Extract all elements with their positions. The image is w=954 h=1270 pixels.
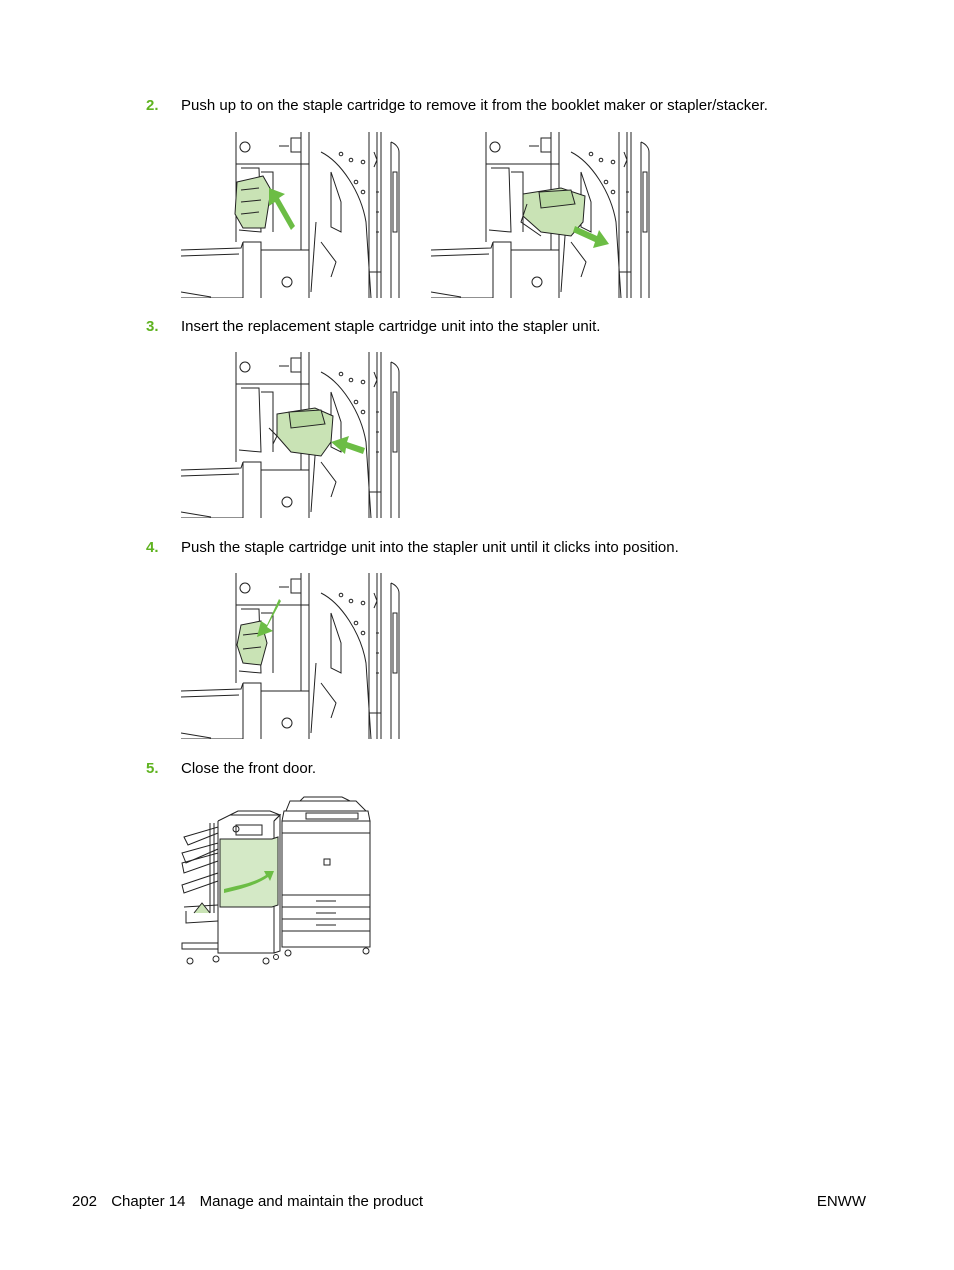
chapter-title: Manage and maintain the product [199,1193,424,1210]
doc-code: ENWW [816,1193,866,1210]
page-number: 202 [72,1193,98,1210]
figure-remove-cartridge [181,132,401,298]
page-footer-right [817,1193,866,1211]
step-number: 2. [146,97,159,114]
figure-close-front-door [180,793,380,973]
step-text: Close the front door. [181,760,317,777]
step-number: 4. [146,539,159,556]
figure-cartridge-out [431,132,651,298]
figure-push-cartridge [181,573,401,739]
step-text: Insert the replacement staple cartridge unit into the stapler unit. [181,318,601,335]
chapter-label: Chapter 14 [111,1193,186,1210]
step-text: Push up to on the staple cartridge to remove it from the booklet maker or stapler/stacker. [181,97,768,114]
step-text: Push the staple cartridge unit into the stapler unit until it clicks into position. [181,539,679,556]
step-number: 5. [146,760,159,777]
step-number: 3. [146,318,159,335]
page-footer-left [72,1193,433,1211]
figure-insert-cartridge [181,352,401,518]
